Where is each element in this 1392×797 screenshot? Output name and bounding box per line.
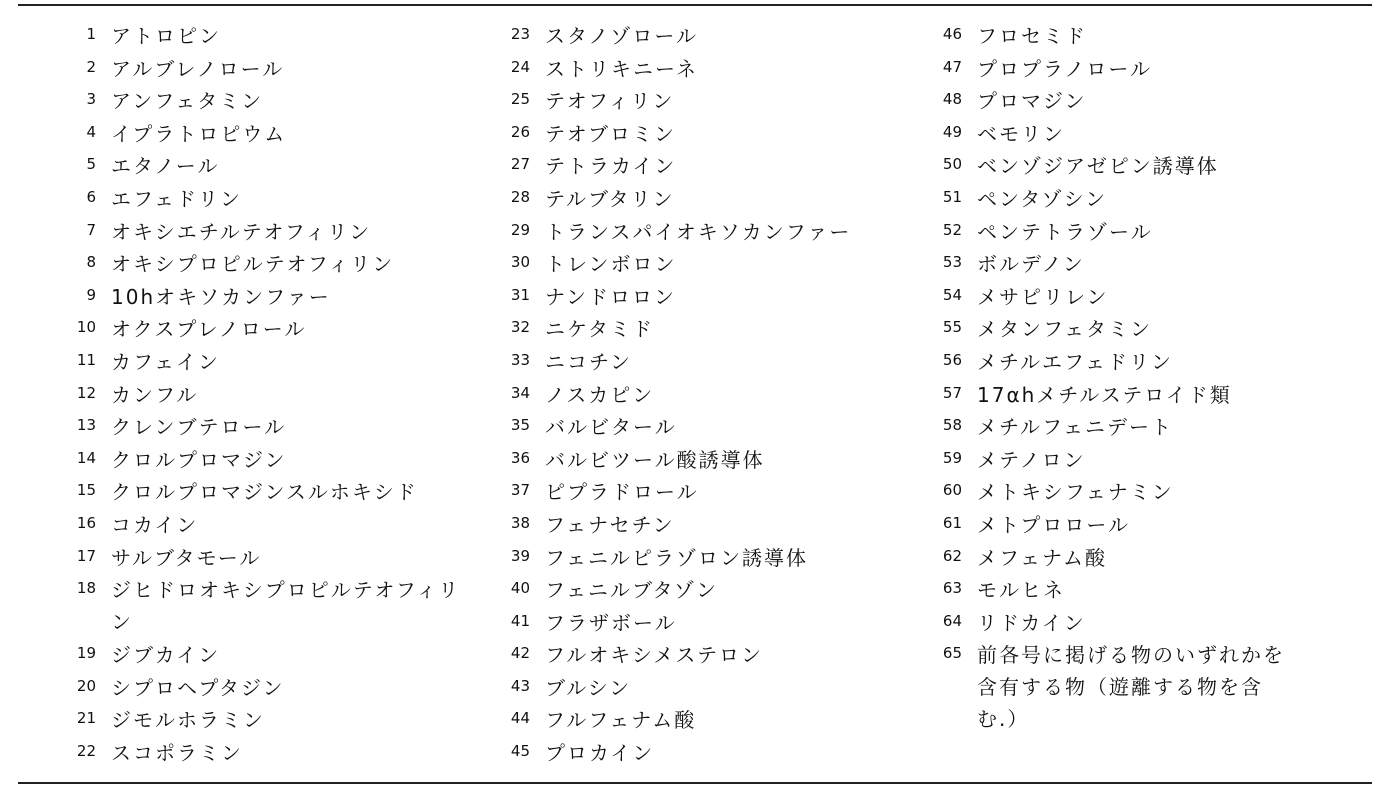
table-row [62, 248, 461, 281]
item-name: ピプラドロール [545, 480, 699, 505]
item-name: ナンドロロン [545, 284, 676, 309]
item-number: 56 [942, 350, 962, 369]
table-row [496, 444, 851, 477]
item-number: 14 [76, 448, 96, 467]
table-row [928, 53, 1297, 86]
table-row [496, 476, 851, 509]
table-column-2 [496, 20, 851, 770]
table-row [928, 346, 1297, 379]
item-name: エフェドリン [111, 186, 242, 211]
table-row [928, 411, 1297, 444]
table-row [496, 118, 851, 151]
item-number: 52 [942, 220, 962, 239]
item-name: テオブロミン [545, 121, 676, 146]
item-name: メテノロン [977, 447, 1086, 472]
item-number: 37 [510, 481, 530, 500]
item-number: 59 [942, 448, 962, 467]
item-name: バルビタール [545, 415, 677, 440]
table-row [496, 20, 851, 53]
item-name: メサピリレン [977, 284, 1109, 309]
table-row [496, 639, 851, 672]
item-name: スコポラミン [111, 741, 243, 766]
item-name: プロカイン [545, 741, 655, 766]
item-name: サルブタモール [111, 545, 262, 570]
table-row [62, 737, 461, 770]
item-name: ジモルホラミン [111, 708, 265, 733]
item-name: アンフェタミン [111, 89, 264, 114]
table-row [62, 509, 461, 542]
table-row [496, 509, 851, 542]
table-row [496, 379, 851, 412]
item-name: オキシプロピルテオフィリン [111, 252, 395, 277]
item-number: 64 [942, 611, 962, 630]
item-name: 10hオキソカンファー [111, 284, 331, 309]
item-number: 13 [76, 416, 96, 435]
table-row [62, 216, 461, 249]
table-row [928, 444, 1297, 477]
item-name: エタノール [111, 154, 220, 179]
item-number: 2 [86, 57, 96, 76]
table-row [928, 313, 1297, 346]
table-row [62, 53, 461, 86]
table-row [62, 704, 461, 737]
item-name: ブルシン [545, 675, 632, 700]
item-number: 11 [76, 350, 96, 369]
item-name: ペンテトラゾール [977, 219, 1153, 244]
item-number: 54 [942, 285, 962, 304]
item-number: 17 [76, 546, 96, 565]
item-name: メトプロロール [977, 512, 1130, 537]
item-name: クロルプロマジン [111, 447, 287, 472]
item-number: 10 [76, 318, 96, 337]
item-number: 40 [510, 579, 530, 598]
item-number: 19 [76, 644, 96, 663]
item-number: 32 [510, 318, 530, 337]
item-number: 39 [510, 546, 530, 565]
table-row [62, 379, 461, 412]
table-row [928, 607, 1297, 640]
item-name: カフェイン [111, 349, 220, 374]
item-name: バルビツール酸誘導体 [545, 447, 765, 472]
item-name: オクスプレノロール [111, 317, 307, 342]
item-number: 7 [86, 220, 96, 239]
table-row [496, 281, 851, 314]
item-name: モルヒネ [977, 578, 1065, 603]
item-number: 33 [510, 350, 530, 369]
item-number: 28 [510, 187, 530, 206]
table-row [62, 411, 461, 444]
item-number: 58 [942, 416, 962, 435]
table-row [62, 476, 461, 509]
item-number: 44 [510, 709, 530, 728]
item-number: 24 [510, 57, 530, 76]
item-name: ニケタミド [545, 317, 654, 342]
table-row [62, 118, 461, 151]
table-row [62, 150, 461, 183]
item-name: トレンボロン [545, 252, 677, 277]
table-row [62, 672, 461, 705]
table-row [928, 574, 1297, 607]
item-number: 27 [510, 155, 530, 174]
item-name: コカイン [111, 512, 199, 537]
table-row [928, 542, 1297, 575]
table-row [928, 85, 1297, 118]
table-row [928, 476, 1297, 509]
item-name: プロプラノロール [977, 56, 1152, 81]
item-name: シプロヘプタジン [111, 675, 285, 700]
item-name: テトラカイン [545, 154, 677, 179]
table-row [62, 281, 461, 314]
item-number: 3 [86, 90, 96, 109]
table-row [928, 639, 1297, 732]
table-row [62, 85, 461, 118]
item-name: メタンフェタミン [977, 317, 1152, 342]
table-row [62, 313, 461, 346]
table-row [496, 574, 851, 607]
table-row [496, 542, 851, 575]
item-name: フルオキシメステロン [545, 643, 763, 668]
item-number: 51 [942, 187, 962, 206]
table-row [62, 639, 461, 672]
table-row [496, 183, 851, 216]
table-column-3 [928, 20, 1297, 732]
item-name: クロルプロマジンスルホキシド [111, 480, 418, 505]
table-row [496, 672, 851, 705]
item-name: アルブレノロール [111, 56, 285, 81]
item-number: 41 [510, 611, 530, 630]
item-number: 35 [510, 416, 530, 435]
table-row [496, 53, 851, 86]
item-number: 34 [510, 383, 530, 402]
item-name: アトロピン [111, 24, 221, 48]
item-number: 60 [942, 481, 962, 500]
item-name: クレンブテロール [111, 415, 287, 440]
table-row [62, 183, 461, 216]
item-name: カンフル [111, 382, 199, 407]
item-name: リドカイン [977, 610, 1086, 635]
item-number: 22 [76, 742, 96, 761]
table-row [928, 509, 1297, 542]
item-name: フルフェナム酸 [545, 708, 697, 733]
item-number: 31 [510, 285, 530, 304]
item-number: 16 [76, 513, 96, 532]
item-number: 38 [510, 513, 530, 532]
item-number: 42 [510, 644, 530, 663]
item-number: 47 [942, 57, 962, 76]
item-number: 20 [76, 676, 96, 695]
table-column-1 [62, 20, 461, 770]
item-number: 23 [510, 25, 530, 43]
item-name: ペンタゾシン [977, 186, 1108, 211]
item-name: テルブタリン [545, 186, 675, 211]
table-row [496, 150, 851, 183]
item-number: 29 [510, 220, 530, 239]
table-row [928, 150, 1297, 183]
item-name: ベモリン [977, 121, 1065, 146]
item-number: 62 [942, 546, 962, 565]
item-name: メチルエフェドリン [977, 349, 1173, 374]
table-row [62, 444, 461, 477]
item-number: 55 [942, 318, 962, 337]
item-name: ストリキニーネ [545, 56, 698, 81]
item-name: イプラトロピウム [111, 121, 287, 146]
table-row [496, 216, 851, 249]
item-number: 9 [86, 285, 96, 304]
item-number: 30 [510, 253, 530, 272]
table-row [496, 704, 851, 737]
item-name: メフェナム酸 [977, 545, 1107, 570]
item-number: 5 [86, 155, 96, 174]
table-row [496, 737, 851, 770]
table-row [496, 85, 851, 118]
item-number: 50 [942, 155, 962, 174]
item-name: フェニルブタゾン [545, 578, 718, 603]
item-name: フェニルピラゾロン誘導体 [545, 545, 808, 570]
item-number: 36 [510, 448, 530, 467]
table-row [62, 20, 461, 53]
table-row [928, 118, 1297, 151]
table-row [496, 313, 851, 346]
item-name: オキシエチルテオフィリン [111, 219, 372, 244]
item-number: 26 [510, 122, 530, 141]
item-number: 1 [86, 25, 96, 43]
item-name: トランスパイオキソカンファー [545, 219, 852, 244]
table-bottom-rule [18, 782, 1372, 784]
item-number: 65 [942, 644, 962, 663]
item-name: ベンゾジアゼピン誘導体 [977, 154, 1219, 179]
item-number: 48 [942, 90, 962, 109]
item-number: 12 [76, 383, 96, 402]
table-row [62, 574, 461, 639]
table-row [928, 183, 1297, 216]
item-name: ボルデノン [977, 252, 1085, 277]
item-name: メチルフェニデート [977, 415, 1173, 440]
table-row [928, 248, 1297, 281]
item-number: 25 [510, 90, 530, 109]
item-name: フラザボール [545, 610, 677, 635]
table-row [496, 607, 851, 640]
item-number: 57 [942, 383, 962, 402]
item-name: テオフィリン [545, 89, 675, 114]
item-name: スタノゾロール [545, 24, 698, 48]
item-name: ニコチン [545, 349, 632, 374]
item-number: 15 [76, 481, 96, 500]
item-number: 21 [76, 709, 96, 728]
table-row [62, 346, 461, 379]
table-row [496, 248, 851, 281]
table-row [928, 216, 1297, 249]
table-row [496, 346, 851, 379]
item-number: 49 [942, 122, 962, 141]
item-name: ノスカピン [545, 382, 655, 407]
item-name: フェナセチン [545, 512, 675, 537]
table-row [496, 411, 851, 444]
item-number: 4 [86, 122, 96, 141]
item-number: 43 [510, 676, 530, 695]
item-number: 63 [942, 579, 962, 598]
item-number: 53 [942, 253, 962, 272]
item-name: 17αhメチルステロイド類 [977, 382, 1232, 407]
table-top-rule [18, 4, 1372, 6]
item-name: 前各号に掲げる物のいずれかを含有する物（遊離する物を含む.） [977, 643, 1285, 732]
item-number: 46 [942, 25, 962, 43]
item-number: 18 [76, 579, 96, 598]
table-row [928, 379, 1297, 412]
table-row [62, 542, 461, 575]
item-name: フロセミド [977, 24, 1087, 48]
item-name: ジブカイン [111, 643, 221, 668]
item-number: 45 [510, 742, 530, 761]
table-row [928, 281, 1297, 314]
item-number: 6 [86, 187, 96, 206]
item-name: プロマジン [977, 89, 1087, 114]
item-name: ジヒドロオキシプロピルテオフィリン [111, 578, 461, 635]
table-row [928, 20, 1297, 53]
item-number: 61 [942, 513, 962, 532]
item-number: 8 [86, 253, 96, 272]
item-name: メトキシフェナミン [977, 480, 1174, 505]
